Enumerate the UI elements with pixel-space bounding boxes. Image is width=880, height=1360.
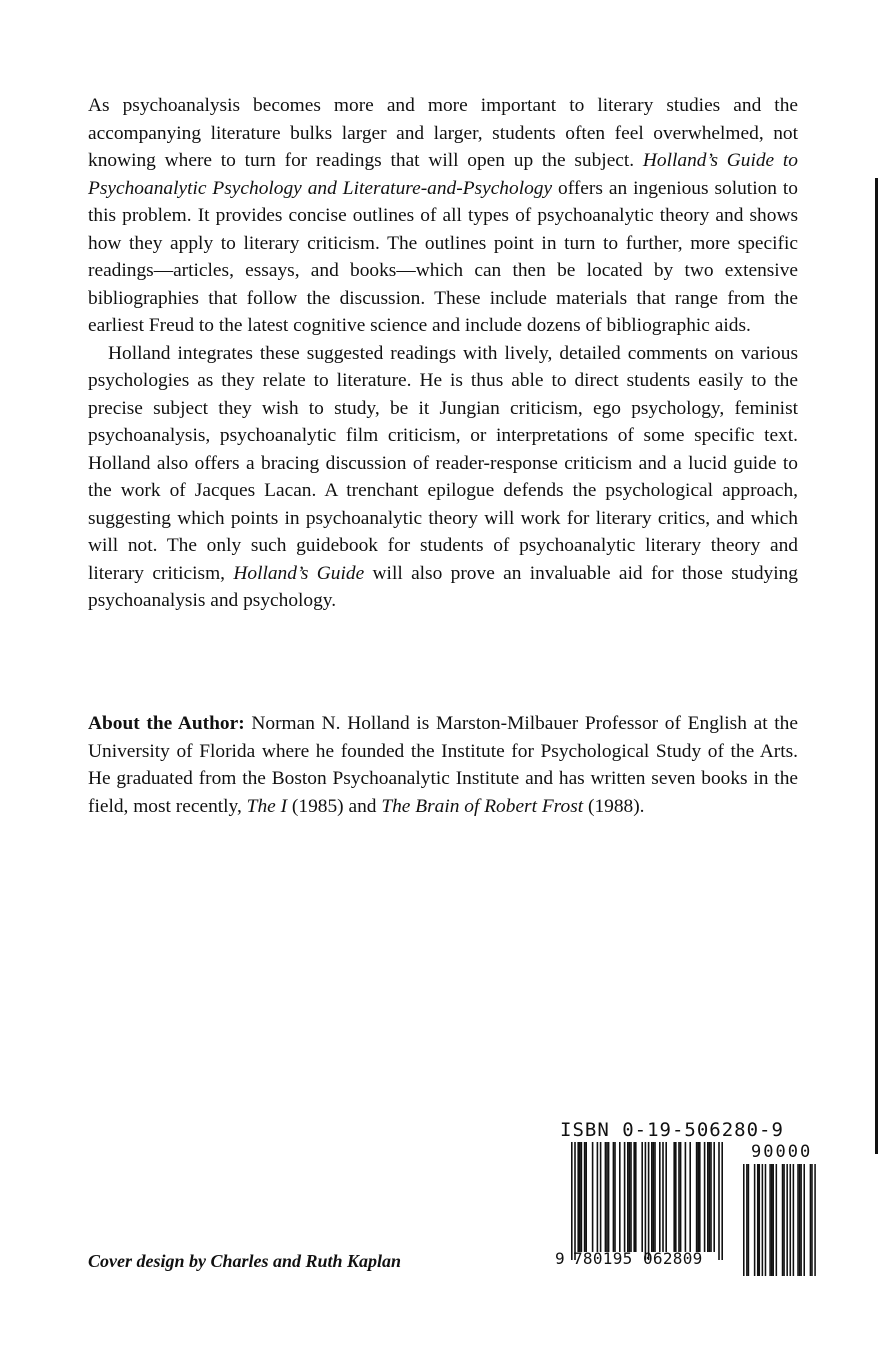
barcode-bar — [699, 1142, 701, 1252]
barcode-bar — [648, 1142, 650, 1260]
addon-bar — [797, 1164, 799, 1276]
barcode-bar — [585, 1142, 587, 1252]
description-text: As psychoanalysis becomes more and more important to literary studies and the accompanying literature bulks larger and larger, students often feel overwhelmed, not knowing where to turn for readings that will open up the subject. — [88, 95, 798, 171]
ean-first-digit: 9 — [555, 1249, 565, 1268]
addon-bar — [793, 1164, 795, 1276]
addon-bar — [799, 1164, 801, 1276]
addon-bar — [810, 1164, 812, 1276]
about-text: (1988). — [583, 795, 645, 817]
book-title-italic: Holland’s Guide to Psychoanalytic Psychology and Literature-and-Psychology — [88, 150, 798, 199]
ean-left-digits: 780195 — [573, 1249, 633, 1268]
barcode-bar — [581, 1142, 583, 1252]
barcode-bar — [653, 1142, 655, 1252]
barcode-bar — [592, 1142, 594, 1252]
isbn-barcode — [555, 1118, 830, 1278]
addon-bar — [783, 1164, 785, 1276]
barcode-bar — [619, 1142, 621, 1252]
barcode-bar — [614, 1142, 616, 1252]
addon-bar — [743, 1164, 745, 1276]
barcode-bar — [574, 1142, 576, 1260]
addon-bar — [786, 1164, 788, 1276]
ean-digits — [555, 1249, 703, 1344]
barcode-bar — [627, 1142, 629, 1252]
addon-bar — [782, 1164, 784, 1276]
barcode-bar — [680, 1142, 682, 1252]
addon-bar — [762, 1164, 764, 1276]
book-title-italic: The I — [246, 795, 288, 817]
addon-bar — [765, 1164, 767, 1276]
barcode-bar — [654, 1142, 656, 1252]
barcode-bar — [713, 1142, 715, 1252]
barcode-bar — [624, 1142, 626, 1252]
barcode-bar — [600, 1142, 602, 1252]
addon-bar — [754, 1164, 756, 1276]
price-addon-digits: 90000 — [751, 1142, 813, 1162]
about-label: About the Author: — [88, 713, 245, 734]
about-the-author — [88, 710, 798, 820]
barcode-bar — [645, 1142, 647, 1260]
description-text: offers an ingenious solution to this problem. It provides concise outlines of all types of psychoanalytic theory and shows how they apply to literary criticism. The outlines point in turn to further, more specific readings—articles, essays, and books—which can then be located by two extensive bibliographies that follow the discussion. These include materials that range from the earliest Freud to the latest cognitive science and include dozens of bibliographic aids. — [88, 177, 799, 336]
ean-right-digits: 062809 — [643, 1249, 703, 1268]
barcode-bar — [685, 1142, 687, 1252]
barcode-bar — [662, 1142, 664, 1252]
barcode-bar — [629, 1142, 631, 1252]
barcode-bar — [579, 1142, 581, 1252]
barcode-bar — [577, 1142, 579, 1252]
barcode-bar — [641, 1142, 643, 1252]
barcode-bar — [718, 1142, 720, 1260]
book-description — [88, 92, 798, 615]
barcode-bar — [665, 1142, 667, 1252]
barcode-bar — [675, 1142, 677, 1252]
barcode-bar — [651, 1142, 653, 1252]
barcode-bar — [704, 1142, 706, 1252]
barcode-bar — [571, 1142, 573, 1260]
addon-bar — [771, 1164, 773, 1276]
description-paragraph-1 — [88, 92, 798, 340]
addon-bar — [772, 1164, 774, 1276]
barcode-bar — [707, 1142, 709, 1252]
addon-bar — [746, 1164, 748, 1276]
barcode-bar — [659, 1142, 661, 1252]
barcode-bar — [697, 1142, 699, 1252]
barcode-bar — [709, 1142, 711, 1252]
addon-bar — [803, 1164, 805, 1276]
barcode-bar — [710, 1142, 712, 1252]
barcode-bar — [584, 1142, 586, 1252]
addon-bar — [814, 1164, 816, 1276]
addon-bar — [759, 1164, 761, 1276]
addon-bar — [811, 1164, 813, 1276]
barcode-bar — [613, 1142, 615, 1252]
barcode-bar — [605, 1142, 607, 1252]
addon-bar — [769, 1164, 771, 1276]
about-text: Norman N. Holland is Marston-Milbauer Professor of English at the University of Florida where he founded the Institute for Psychological Study of the Arts. He graduated from the Boston Psychoanalytic Institute and has written seven books in the field, most recently, — [88, 713, 798, 817]
barcode-bar — [597, 1142, 599, 1252]
addon-bar — [757, 1164, 759, 1276]
cover-design-credit: Cover design by Charles and Ruth Kaplan — [88, 1251, 402, 1271]
barcode-bar — [678, 1142, 680, 1252]
barcode-bar — [673, 1142, 675, 1252]
spine-edge-line — [875, 178, 878, 1154]
barcode-bar — [721, 1142, 723, 1260]
barcode-bar — [696, 1142, 698, 1252]
description-text: will also prove an invaluable aid for those studying psychoanalysis and psychology. — [88, 562, 798, 611]
barcode-bar — [630, 1142, 632, 1252]
book-title-italic: Holland’s Guide — [233, 562, 365, 584]
about-text: (1985) and — [287, 795, 382, 817]
description-paragraph-2 — [88, 340, 798, 615]
addon-bar — [790, 1164, 792, 1276]
barcode-bar — [689, 1142, 691, 1252]
barcode-bar — [606, 1142, 608, 1252]
book-title-italic: The Brain of Robert Frost — [381, 795, 584, 817]
barcode-bar — [635, 1142, 637, 1252]
addon-bar — [776, 1164, 778, 1276]
description-text: Holland integrates these suggested readings with lively, detailed comments on various psychologies as they relate to literature. He is thus able to direct students easily to the precise subject they wish to study, be it Jungian criticism, ego psychology, feminist psychoanalysis, psychoanalytic film criticism, or interpretations of some specific text. Holland also offers a bracing discussion of reader-response criticism and a lucid guide to the work of Jacques Lacan. A trenchant epilogue defends the psychological approach, suggesting which points in psychoanalytic theory will work for literary critics, and which will not. The only such guidebook for students of psychoanalytic literary theory and literary criticism, — [88, 342, 798, 584]
addon-bar — [748, 1164, 750, 1276]
addon-bar — [800, 1164, 802, 1276]
barcode-bar — [633, 1142, 635, 1252]
barcode-bar — [608, 1142, 610, 1252]
isbn-number: ISBN 0-19-506280-9 — [560, 1119, 784, 1141]
